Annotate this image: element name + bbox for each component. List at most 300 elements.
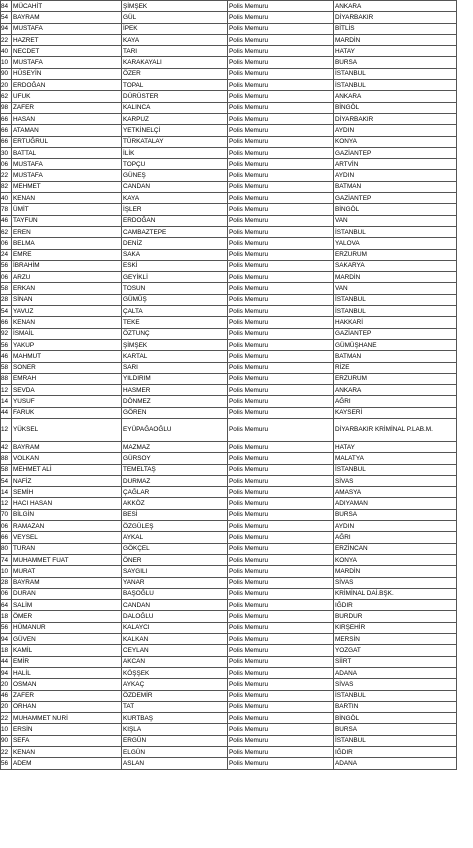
row-number-cell: 10 [1,566,12,577]
first-name-cell: ERSİN [12,724,122,735]
location-cell: ARTVİN [334,159,457,170]
row-number-cell: 66 [1,113,12,124]
title-cell: Polis Memuru [228,226,334,237]
row-number-cell: 06 [1,588,12,599]
last-name-cell: CANDAN [122,181,228,192]
last-name-cell: KARAKAYALI [122,57,228,68]
title-cell: Polis Memuru [228,724,334,735]
location-cell: İSTANBUL [334,735,457,746]
location-cell: İSTANBUL [334,294,457,305]
location-cell: KRİMİNAL DAİ.BŞK. [334,588,457,599]
table-row [1,147,457,158]
title-cell: Polis Memuru [228,611,334,622]
location-cell: IĞDIR [334,600,457,611]
table-row [1,204,457,215]
location-cell: SAKARYA [334,260,457,271]
location-cell: YOZGAT [334,645,457,656]
location-cell: DİYARBAKIR [334,113,457,124]
first-name-cell: BAYRAM [12,12,122,23]
title-cell: Polis Memuru [228,147,334,158]
table-row [1,102,457,113]
location-cell: İSTANBUL [334,690,457,701]
location-cell: AĞRI [334,532,457,543]
title-cell: Polis Memuru [228,396,334,407]
title-cell: Polis Memuru [228,679,334,690]
row-number-cell: 82 [1,181,12,192]
table-row [1,159,457,170]
first-name-cell: MURAT [12,566,122,577]
location-cell: AYDIN [334,125,457,136]
row-number-cell: 46 [1,215,12,226]
title-cell: Polis Memuru [228,554,334,565]
title-cell: Polis Memuru [228,215,334,226]
table-row [1,543,457,554]
last-name-cell: AYKAL [122,532,228,543]
row-number-cell: 28 [1,577,12,588]
last-name-cell: DURMAZ [122,475,228,486]
row-number-cell: 22 [1,170,12,181]
last-name-cell: ŞİMŞEK [122,1,228,12]
row-number-cell: 88 [1,453,12,464]
first-name-cell: YAKUP [12,339,122,350]
row-number-cell: 46 [1,351,12,362]
first-name-cell: HALİL [12,667,122,678]
first-name-cell: KENAN [12,317,122,328]
row-number-cell: 46 [1,690,12,701]
row-number-cell: 24 [1,249,12,260]
location-cell: HAKKARİ [334,317,457,328]
location-cell: GÜMÜŞHANE [334,339,457,350]
row-number-cell: 58 [1,464,12,475]
last-name-cell: ÖZTUNÇ [122,328,228,339]
title-cell: Polis Memuru [228,125,334,136]
last-name-cell: TOPÇU [122,159,228,170]
location-cell: BURSA [334,724,457,735]
last-name-cell: GÖKÇEL [122,543,228,554]
first-name-cell: ÜMİT [12,204,122,215]
first-name-cell: KENAN [12,193,122,204]
table-row [1,724,457,735]
table-row [1,317,457,328]
last-name-cell: ERDOĞAN [122,215,228,226]
last-name-cell: KALINCA [122,102,228,113]
last-name-cell: YETKİNELÇİ [122,125,228,136]
table-row [1,396,457,407]
first-name-cell: SİNAN [12,294,122,305]
first-name-cell: ZAFER [12,690,122,701]
first-name-cell: EMRAH [12,373,122,384]
title-cell: Polis Memuru [228,418,334,441]
location-cell: İSTANBUL [334,80,457,91]
row-number-cell: 12 [1,498,12,509]
row-number-cell: 66 [1,532,12,543]
title-cell: Polis Memuru [228,532,334,543]
title-cell: Polis Memuru [228,521,334,532]
row-number-cell: 12 [1,385,12,396]
title-cell: Polis Memuru [228,713,334,724]
location-cell: İSTANBUL [334,464,457,475]
row-number-cell: 88 [1,373,12,384]
title-cell: Polis Memuru [228,498,334,509]
location-cell: VAN [334,215,457,226]
location-cell: DİYARBAKIR [334,12,457,23]
table-row [1,362,457,373]
first-name-cell: MUSTAFA [12,23,122,34]
title-cell: Polis Memuru [228,475,334,486]
row-number-cell: 58 [1,283,12,294]
last-name-cell: GÜRSOY [122,453,228,464]
row-number-cell: 56 [1,260,12,271]
first-name-cell: İSMAİL [12,328,122,339]
location-cell: ANKARA [334,91,457,102]
last-name-cell: ÇAĞLAR [122,487,228,498]
last-name-cell: TEMELTAŞ [122,464,228,475]
last-name-cell: GEYİKLİ [122,272,228,283]
last-name-cell: ÖZER [122,68,228,79]
title-cell: Polis Memuru [228,136,334,147]
last-name-cell: TOSUN [122,283,228,294]
title-cell: Polis Memuru [228,351,334,362]
row-number-cell: 66 [1,136,12,147]
row-number-cell: 22 [1,34,12,45]
location-cell: MARDİN [334,34,457,45]
table-row [1,713,457,724]
title-cell: Polis Memuru [228,566,334,577]
table-row [1,407,457,418]
first-name-cell: VEYSEL [12,532,122,543]
title-cell: Polis Memuru [228,441,334,452]
location-cell: BARTIN [334,701,457,712]
table-row [1,170,457,181]
first-name-cell: SEMİH [12,487,122,498]
first-name-cell: BELMA [12,238,122,249]
first-name-cell: MÜCAHİT [12,1,122,12]
row-number-cell: 28 [1,294,12,305]
table-row [1,566,457,577]
row-number-cell: 14 [1,396,12,407]
last-name-cell: DÖNMEZ [122,396,228,407]
location-cell: BURDUR [334,611,457,622]
title-cell: Polis Memuru [228,23,334,34]
last-name-cell: KÖŞŞEK [122,667,228,678]
row-number-cell: 14 [1,487,12,498]
table-row [1,600,457,611]
first-name-cell: HÜMANUR [12,622,122,633]
location-cell: MARDİN [334,272,457,283]
last-name-cell: ASLAN [122,758,228,769]
table-row [1,68,457,79]
table-row [1,249,457,260]
location-cell: ERZURUM [334,249,457,260]
title-cell: Polis Memuru [228,509,334,520]
first-name-cell: SALİM [12,600,122,611]
location-cell: HATAY [334,441,457,452]
row-number-cell: 94 [1,667,12,678]
table-row [1,34,457,45]
location-cell: SİVAS [334,577,457,588]
first-name-cell: SONER [12,362,122,373]
first-name-cell: OSMAN [12,679,122,690]
last-name-cell: KARTAL [122,351,228,362]
first-name-cell: MUSTAFA [12,57,122,68]
last-name-cell: TARI [122,46,228,57]
row-number-cell: 90 [1,68,12,79]
first-name-cell: GÜVEN [12,634,122,645]
title-cell: Polis Memuru [228,656,334,667]
location-cell: MERSİN [334,634,457,645]
row-number-cell: 42 [1,441,12,452]
table-row [1,679,457,690]
last-name-cell: KALAYCI [122,622,228,633]
title-cell: Polis Memuru [228,57,334,68]
row-number-cell: 40 [1,46,12,57]
location-cell: İSTANBUL [334,226,457,237]
location-cell: BİTLİS [334,23,457,34]
title-cell: Polis Memuru [228,283,334,294]
first-name-cell: MAHMUT [12,351,122,362]
title-cell: Polis Memuru [228,113,334,124]
row-number-cell: 78 [1,204,12,215]
row-number-cell: 80 [1,543,12,554]
table-row [1,226,457,237]
row-number-cell: 22 [1,713,12,724]
first-name-cell: BAYRAM [12,577,122,588]
location-cell: HATAY [334,46,457,57]
row-number-cell: 54 [1,12,12,23]
location-cell: KIRŞEHİR [334,622,457,633]
table-row [1,91,457,102]
first-name-cell: ERTUĞRUL [12,136,122,147]
table-row [1,12,457,23]
last-name-cell: CANDAN [122,600,228,611]
location-cell: İSTANBUL [334,68,457,79]
table-row [1,701,457,712]
location-cell: ANKARA [334,1,457,12]
location-cell: ANKARA [334,385,457,396]
title-cell: Polis Memuru [228,667,334,678]
first-name-cell: ADEM [12,758,122,769]
row-number-cell: 44 [1,407,12,418]
row-number-cell: 54 [1,475,12,486]
last-name-cell: KIŞLA [122,724,228,735]
title-cell: Polis Memuru [228,317,334,328]
table-row [1,339,457,350]
title-cell: Polis Memuru [228,464,334,475]
first-name-cell: TURAN [12,543,122,554]
last-name-cell: AYKAÇ [122,679,228,690]
table-row [1,113,457,124]
location-cell: BİNGÖL [334,204,457,215]
last-name-cell: ÖZGÜLEŞ [122,521,228,532]
first-name-cell: ARZU [12,272,122,283]
table-row [1,498,457,509]
row-number-cell: 94 [1,634,12,645]
last-name-cell: TEKE [122,317,228,328]
location-cell: BİNGÖL [334,713,457,724]
first-name-cell: YÜKSEL [12,418,122,441]
title-cell: Polis Memuru [228,385,334,396]
table-row [1,611,457,622]
table-row [1,46,457,57]
title-cell: Polis Memuru [228,373,334,384]
location-cell: VAN [334,283,457,294]
title-cell: Polis Memuru [228,747,334,758]
location-cell: ERZURUM [334,373,457,384]
last-name-cell: TAT [122,701,228,712]
location-cell: IĞDIR [334,747,457,758]
title-cell: Polis Memuru [228,690,334,701]
last-name-cell: HASMER [122,385,228,396]
table-row [1,181,457,192]
title-cell: Polis Memuru [228,735,334,746]
last-name-cell: KAYA [122,34,228,45]
first-name-cell: NECDET [12,46,122,57]
first-name-cell: BATTAL [12,147,122,158]
last-name-cell: KARPUZ [122,113,228,124]
last-name-cell: GÜL [122,12,228,23]
row-number-cell: 44 [1,656,12,667]
location-cell: ADANA [334,758,457,769]
table-row [1,521,457,532]
title-cell: Polis Memuru [228,600,334,611]
row-number-cell: 30 [1,147,12,158]
table-row [1,193,457,204]
first-name-cell: KAMİL [12,645,122,656]
last-name-cell: KALKAN [122,634,228,645]
last-name-cell: TOPAL [122,80,228,91]
title-cell: Polis Memuru [228,238,334,249]
last-name-cell: YILDIRIM [122,373,228,384]
table-row [1,328,457,339]
location-cell: MARDİN [334,566,457,577]
location-cell: SİVAS [334,475,457,486]
last-name-cell: İPEK [122,23,228,34]
table-row [1,23,457,34]
table-row [1,1,457,12]
row-number-cell: 12 [1,418,12,441]
location-cell: AYDIN [334,170,457,181]
row-number-cell: 90 [1,735,12,746]
row-number-cell: 18 [1,611,12,622]
first-name-cell: FARUK [12,407,122,418]
title-cell: Polis Memuru [228,543,334,554]
first-name-cell: HAZRET [12,34,122,45]
first-name-cell: MUHAMMET FUAT [12,554,122,565]
row-number-cell: 40 [1,193,12,204]
last-name-cell: KURTBAŞ [122,713,228,724]
first-name-cell: RAMAZAN [12,521,122,532]
last-name-cell: DÜRÜSTER [122,91,228,102]
title-cell: Polis Memuru [228,645,334,656]
table-row [1,283,457,294]
last-name-cell: BAŞOĞLU [122,588,228,599]
last-name-cell: TÜRKATALAY [122,136,228,147]
table-row [1,125,457,136]
location-cell: KONYA [334,136,457,147]
row-number-cell: 18 [1,645,12,656]
last-name-cell: AKKÖZ [122,498,228,509]
last-name-cell: İŞLER [122,204,228,215]
location-cell: GAZİANTEP [334,328,457,339]
title-cell: Polis Memuru [228,80,334,91]
table-row [1,215,457,226]
first-name-cell: ZAFER [12,102,122,113]
location-cell: SİİRT [334,656,457,667]
table-row [1,667,457,678]
table-row [1,294,457,305]
row-number-cell: 20 [1,679,12,690]
table-row [1,306,457,317]
title-cell: Polis Memuru [228,159,334,170]
table-row [1,622,457,633]
last-name-cell: GÜMÜŞ [122,294,228,305]
location-cell: KONYA [334,554,457,565]
row-number-cell: 20 [1,80,12,91]
first-name-cell: ORHAN [12,701,122,712]
last-name-cell: ÖNER [122,554,228,565]
title-cell: Polis Memuru [228,204,334,215]
row-number-cell: 66 [1,317,12,328]
title-cell: Polis Memuru [228,453,334,464]
location-cell: AĞRI [334,396,457,407]
first-name-cell: ERDOĞAN [12,80,122,91]
title-cell: Polis Memuru [228,294,334,305]
row-number-cell: 06 [1,238,12,249]
location-cell: ERZİNCAN [334,543,457,554]
row-number-cell: 10 [1,57,12,68]
title-cell: Polis Memuru [228,12,334,23]
title-cell: Polis Memuru [228,91,334,102]
row-number-cell: 20 [1,701,12,712]
title-cell: Polis Memuru [228,407,334,418]
first-name-cell: ÖMER [12,611,122,622]
location-cell: ADANA [334,667,457,678]
row-number-cell: 94 [1,23,12,34]
row-number-cell: 10 [1,724,12,735]
first-name-cell: NAFİZ [12,475,122,486]
first-name-cell: MUHAMMET NURİ [12,713,122,724]
table-row [1,475,457,486]
title-cell: Polis Memuru [228,339,334,350]
row-number-cell: 22 [1,747,12,758]
title-cell: Polis Memuru [228,46,334,57]
title-cell: Polis Memuru [228,306,334,317]
first-name-cell: EREN [12,226,122,237]
table-row [1,441,457,452]
first-name-cell: BİLGİN [12,509,122,520]
row-number-cell: 56 [1,758,12,769]
table-row [1,588,457,599]
table-row [1,690,457,701]
last-name-cell: GÖREN [122,407,228,418]
table-row [1,758,457,769]
row-number-cell: 62 [1,226,12,237]
location-cell: AMASYA [334,487,457,498]
first-name-cell: HASAN [12,113,122,124]
title-cell: Polis Memuru [228,577,334,588]
last-name-cell: ESKİ [122,260,228,271]
title-cell: Polis Memuru [228,622,334,633]
title-cell: Polis Memuru [228,362,334,373]
first-name-cell: KENAN [12,747,122,758]
title-cell: Polis Memuru [228,102,334,113]
last-name-cell: ÇALTA [122,306,228,317]
title-cell: Polis Memuru [228,758,334,769]
location-cell: DİYARBAKIR KRİMİNAL P.LAB.M. [334,418,457,441]
first-name-cell: EMİR [12,656,122,667]
location-cell: İSTANBUL [334,306,457,317]
location-cell: RİZE [334,362,457,373]
